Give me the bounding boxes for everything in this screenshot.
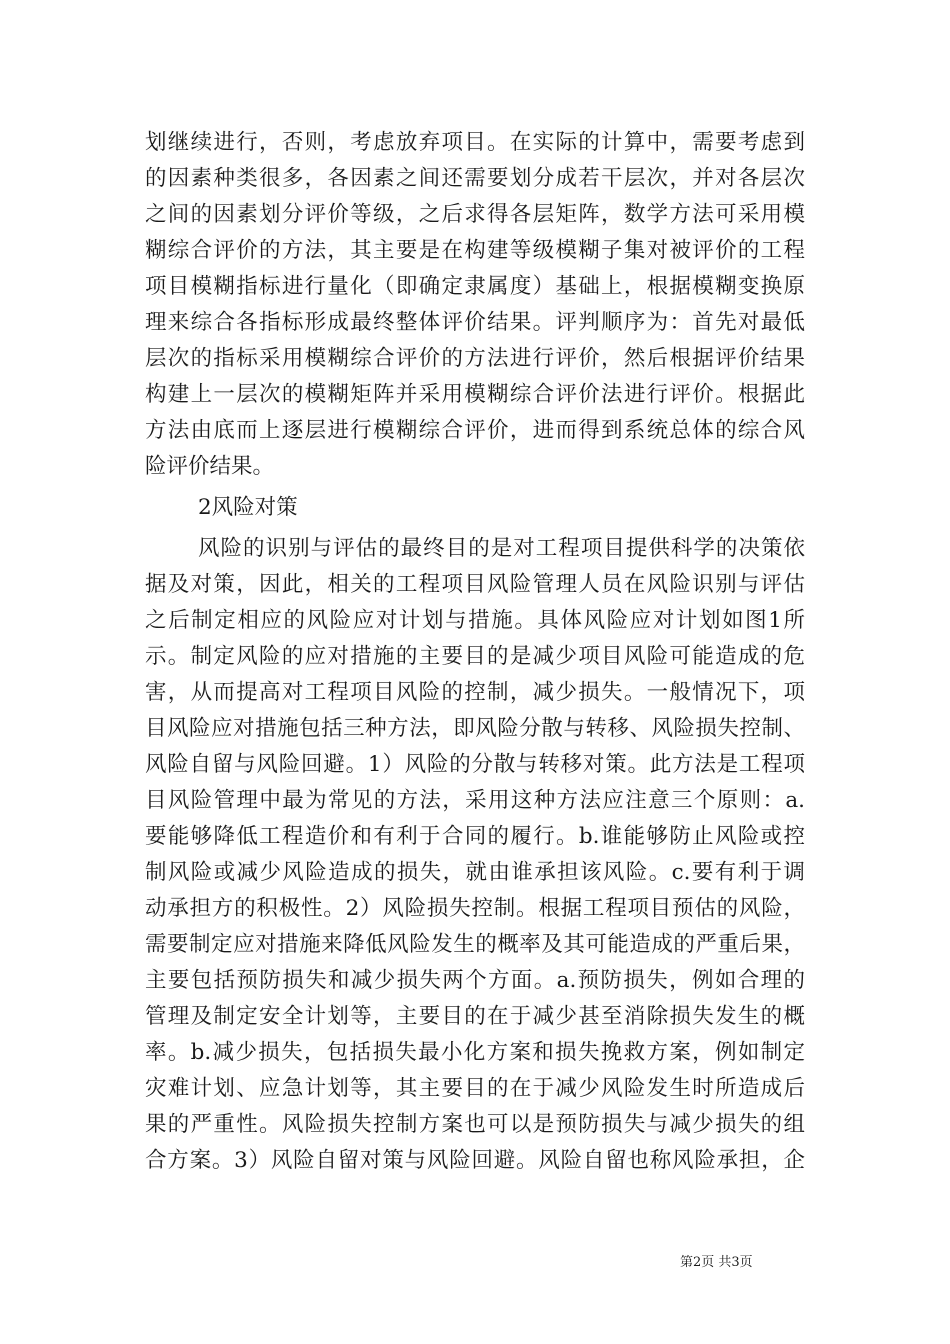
paragraph-2-line: 制风险或减少风险造成的损失，就由谁承担该风险。c.要有利于调 — [145, 860, 805, 885]
paragraph-2-line: 目风险应对措施包括三种方法，即风险分散与转移、风险损失控制、 — [145, 716, 805, 741]
paragraph-2-line: 管理及制定安全计划等，主要目的在于减少甚至消除损失发生的概 — [145, 1004, 805, 1029]
paragraph-2-line: 主要包括预防损失和减少损失两个方面。a.预防损失，例如合理的 — [145, 968, 805, 993]
paragraph-2-line: 合方案。3）风险自留对策与风险回避。风险自留也称风险承担，企 — [145, 1148, 805, 1173]
paragraph-2-line: 要能够降低工程造价和有利于合同的履行。b.谁能够防止风险或控 — [145, 824, 805, 849]
paragraph-1-line: 划继续进行，否则，考虑放弃项目。在实际的计算中，需要考虑到 — [145, 130, 805, 155]
paragraph-1-line: 糊综合评价的方法，其主要是在构建等级模糊子集对被评价的工程 — [145, 238, 805, 263]
paragraph-2-line: 需要制定应对措施来降低风险发生的概率及其可能造成的严重后果， — [145, 932, 805, 957]
paragraph-2-line: 害，从而提高对工程项目风险的控制，减少损失。一般情况下，项 — [145, 680, 805, 705]
paragraph-2-line: 风险自留与风险回避。1）风险的分散与转移对策。此方法是工程项 — [145, 752, 805, 777]
paragraph-1-line: 层次的指标采用模糊综合评价的方法进行评价，然后根据评价结果 — [145, 346, 805, 371]
paragraph-1-line: 方法由底而上逐层进行模糊综合评价，进而得到系统总体的综合风 — [145, 418, 805, 443]
paragraph-2-line: 率。b.减少损失，包括损失最小化方案和损失挽救方案，例如制定 — [145, 1040, 805, 1065]
page-number-footer: 第2页 共3页 — [680, 1255, 753, 1270]
paragraph-1-line: 之间的因素划分评价等级，之后求得各层矩阵，数学方法可采用模 — [145, 202, 805, 227]
paragraph-2-line: 果的严重性。风险损失控制方案也可以是预防损失与减少损失的组 — [145, 1112, 805, 1137]
paragraph-2-line: 之后制定相应的风险应对计划与措施。具体风险应对计划如图1所 — [145, 608, 805, 633]
section-heading: 2风险对策 — [198, 495, 298, 520]
paragraph-2-line: 灾难计划、应急计划等，其主要目的在于减少风险发生时所造成后 — [145, 1076, 805, 1101]
paragraph-2-line: 风险的识别与评估的最终目的是对工程项目提供科学的决策依 — [198, 536, 805, 561]
paragraph-1-line: 的因素种类很多，各因素之间还需要划分成若干层次，并对各层次 — [145, 166, 805, 191]
paragraph-2-line: 动承担方的积极性。2）风险损失控制。根据工程项目预估的风险， — [145, 896, 805, 921]
paragraph-1-line: 项目模糊指标进行量化（即确定隶属度）基础上，根据模糊变换原 — [145, 274, 805, 299]
paragraph-2-line: 据及对策，因此，相关的工程项目风险管理人员在风险识别与评估 — [145, 572, 805, 597]
paragraph-1-line: 构建上一层次的模糊矩阵并采用模糊综合评价法进行评价。根据此 — [145, 382, 805, 407]
paragraph-1-line: 险评价结果。 — [145, 454, 275, 479]
paragraph-2-line: 目风险管理中最为常见的方法，采用这种方法应注意三个原则：a. — [145, 788, 805, 813]
paragraph-2-line: 示。制定风险的应对措施的主要目的是减少项目风险可能造成的危 — [145, 644, 805, 669]
paragraph-1-line: 理来综合各指标形成最终整体评价结果。评判顺序为：首先对最低 — [145, 310, 805, 335]
